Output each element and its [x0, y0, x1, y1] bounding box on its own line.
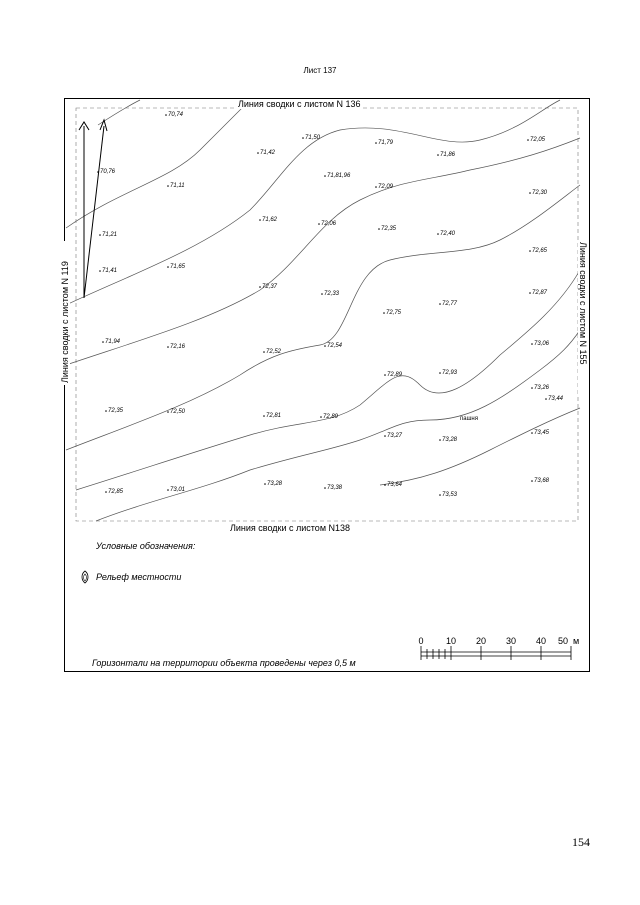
- spot-height-label: 71,81,96: [327, 173, 351, 179]
- spot-height-label: 73,44: [548, 396, 564, 402]
- spot-height-label: 72,40: [440, 231, 456, 237]
- spot-height-label: 71,86: [440, 152, 456, 158]
- spot-height-label: 72,87: [532, 290, 548, 296]
- spot-height-label: 73,26: [534, 385, 550, 391]
- spot-height-point: [527, 139, 529, 141]
- spot-height-point: [99, 270, 101, 272]
- survey-boundary: [76, 108, 578, 521]
- contour-line: [66, 138, 580, 365]
- spot-height-label: 73,28: [442, 437, 458, 443]
- spot-height-point: [531, 387, 533, 389]
- spot-height-point: [167, 489, 169, 491]
- contour-line: [380, 408, 580, 485]
- scale-tick-label: 40: [535, 636, 546, 646]
- spot-height-label: 71,79: [378, 140, 394, 146]
- spot-height-point: [545, 398, 547, 400]
- spot-height-label: 72,85: [108, 489, 124, 495]
- spot-height-point: [264, 483, 266, 485]
- legend-title: Условные обозначения:: [96, 541, 196, 551]
- spot-height-point: [529, 250, 531, 252]
- legend-item: [80, 570, 181, 584]
- junction-label-top: Линия сводки с листом N 136: [238, 99, 361, 109]
- spot-height-label: 71,50: [305, 135, 321, 141]
- spot-height-point: [384, 435, 386, 437]
- spot-height-point: [320, 416, 322, 418]
- spot-height-point: [102, 341, 104, 343]
- spot-height-label: 71,94: [105, 339, 121, 345]
- spot-height-label: 72,65: [532, 248, 548, 254]
- contour-line: [66, 100, 560, 305]
- spot-height-point: [324, 175, 326, 177]
- junction-label-bottom: Линия сводки с листом N138: [230, 523, 351, 533]
- spot-height-label: 71,41: [102, 268, 118, 274]
- spot-height-point: [259, 286, 261, 288]
- spot-height-point: [99, 234, 101, 236]
- spot-height-point: [302, 137, 304, 139]
- spot-height-point: [263, 351, 265, 353]
- spot-height-label: 72,35: [381, 226, 397, 232]
- spot-height-point: [167, 185, 169, 187]
- spot-height-point: [167, 346, 169, 348]
- spot-height-point: [529, 292, 531, 294]
- spot-height-point: [324, 487, 326, 489]
- land-use-label: пашня: [460, 416, 478, 422]
- scale-bar: [421, 646, 571, 660]
- spot-height-label: 72,81: [266, 413, 282, 419]
- elevation-labels: [97, 112, 563, 498]
- spot-height-label: 72,93: [442, 370, 458, 376]
- spot-height-label: 72,50: [170, 409, 186, 415]
- spot-height-label: 73,64: [387, 482, 403, 488]
- contour-line: [66, 100, 250, 228]
- spot-height-point: [439, 494, 441, 496]
- spot-height-point: [531, 432, 533, 434]
- spot-height-label: 72,30: [532, 190, 548, 196]
- spot-height-label: 70,74: [168, 112, 184, 118]
- spot-height-point: [439, 372, 441, 374]
- spot-height-point: [529, 192, 531, 194]
- spot-height-point: [167, 411, 169, 413]
- spot-height-label: 72,35: [108, 408, 124, 414]
- spot-height-point: [105, 410, 107, 412]
- spot-height-point: [531, 343, 533, 345]
- spot-height-label: 73,45: [534, 430, 550, 436]
- spot-height-label: 71,11: [170, 183, 185, 189]
- spot-height-point: [378, 228, 380, 230]
- spot-height-label: 73,06: [534, 341, 550, 347]
- scale-tick-label: 0: [418, 636, 424, 646]
- spot-height-label: 71,62: [262, 217, 278, 223]
- scale-tick-label: 50: [557, 636, 568, 646]
- spot-height-point: [437, 154, 439, 156]
- scale-tick-label: 30: [505, 636, 516, 646]
- spot-height-label: 72,16: [170, 344, 186, 350]
- spot-height-point: [383, 312, 385, 314]
- spot-height-point: [259, 219, 261, 221]
- spot-height-label: 70,76: [100, 169, 116, 175]
- spot-height-label: 73,28: [267, 481, 283, 487]
- spot-height-point: [263, 415, 265, 417]
- spot-height-point: [97, 171, 99, 173]
- contour-line: [76, 270, 580, 490]
- spot-height-label: 72,54: [327, 343, 343, 349]
- spot-height-label: 71,42: [260, 150, 276, 156]
- spot-height-label: 73,38: [327, 485, 343, 491]
- spot-height-label: 72,89: [323, 414, 339, 420]
- spot-height-point: [384, 484, 386, 486]
- spot-height-point: [439, 303, 441, 305]
- spot-height-label: 72,37: [262, 284, 278, 290]
- spot-height-point: [531, 480, 533, 482]
- spot-height-point: [375, 142, 377, 144]
- spot-height-label: 72,05: [530, 137, 546, 143]
- spot-height-label: 72,33: [324, 291, 340, 297]
- legend-item-label: Рельеф местности: [96, 572, 182, 582]
- spot-height-label: 73,01: [170, 487, 186, 493]
- junction-label-right: Линия сводки с листом N 155: [578, 240, 588, 394]
- spot-height-label: 71,21: [102, 232, 118, 238]
- spot-height-label: 72,06: [321, 221, 337, 227]
- sheet-title: Лист 137: [303, 66, 337, 75]
- spot-height-point: [384, 374, 386, 376]
- spot-height-label: 72,77: [442, 301, 458, 307]
- page-number: 154: [572, 835, 590, 849]
- junction-label-left: Линия сводки с листом N 119: [60, 241, 70, 385]
- spot-height-label: 72,75: [386, 310, 402, 316]
- scale-tick-label: 10: [445, 636, 456, 646]
- scale-tick-label: 20: [475, 636, 486, 646]
- spot-height-label: 72,89: [387, 372, 403, 378]
- spot-height-point: [257, 152, 259, 154]
- relief-icon: [80, 570, 90, 584]
- spot-height-point: [167, 266, 169, 268]
- spot-height-point: [437, 233, 439, 235]
- spot-height-point: [321, 293, 323, 295]
- spot-height-point: [324, 345, 326, 347]
- spot-height-point: [439, 439, 441, 441]
- spot-height-label: 73,27: [387, 433, 403, 439]
- spot-height-label: 72,52: [266, 349, 282, 355]
- spot-height-point: [105, 491, 107, 493]
- contour-lines: [66, 100, 580, 521]
- spot-height-point: [375, 186, 377, 188]
- spot-height-point: [165, 114, 167, 116]
- spot-height-label: 72,09: [378, 184, 394, 190]
- contour-line: [96, 330, 580, 521]
- spot-height-point: [318, 223, 320, 225]
- scale-unit: м: [573, 636, 580, 646]
- spot-height-label: 73,53: [442, 492, 458, 498]
- spot-height-label: 71,65: [170, 264, 186, 270]
- contour-interval-note: Горизонтали на территории объекта проведены через 0,5 м: [92, 658, 356, 668]
- spot-height-label: 73,68: [534, 478, 550, 484]
